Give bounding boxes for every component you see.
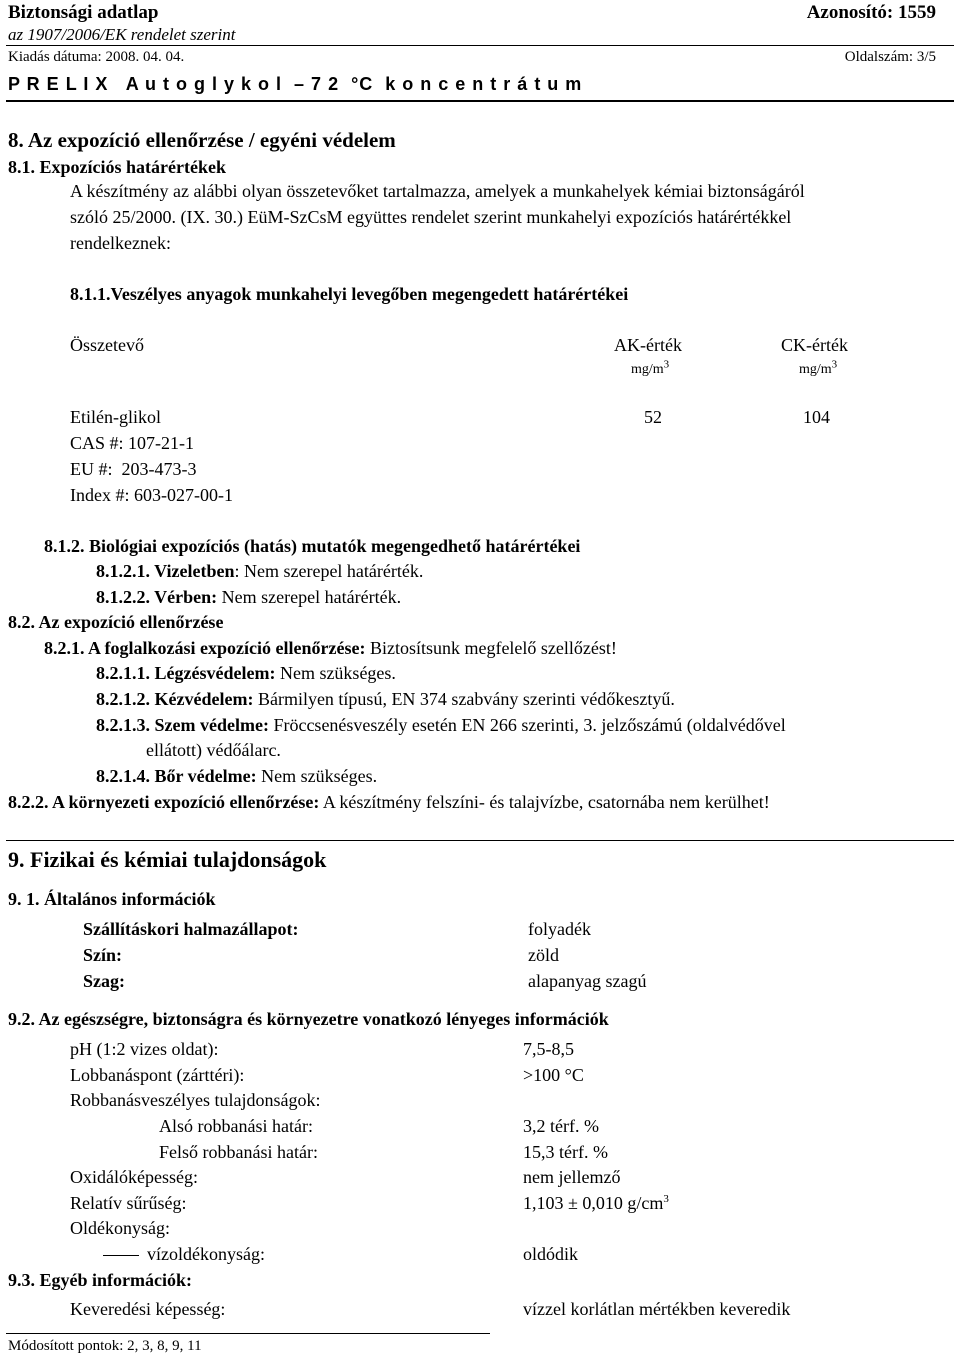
product-name: P R E L I X A u t o g l y k o l – 7 2 °C k o n c e n t r á t u m [8,74,583,94]
solubility-label: Oldékonyság: [70,1218,170,1238]
dash-bullet [103,1255,139,1256]
oxidizing-value: nem jellemző [523,1167,621,1187]
section-8-1-title: 8.1. Expozíciós határértékek [8,157,226,177]
general-value-odor: alapanyag szagú [528,971,647,991]
lower-explosive-limit-value: 3,2 térf. % [523,1116,599,1136]
upper-explosive-limit-value: 15,3 térf. % [523,1142,608,1162]
modified-sections: Módosított pontok: 2, 3, 8, 9, 11 [8,1338,202,1354]
issue-date: Kiadás dátuma: 2008. 04. 04. [8,49,185,65]
general-label-color: Szín: [83,945,123,965]
regulation-reference: az 1907/2006/EK rendelet szerint [8,25,236,44]
general-label-odor: Szag: [83,971,125,991]
table-header-ck: CK-érték [781,335,848,355]
section-8-2-1: 8.2.1. A foglalkozási expozíció ellenőrzése: Biztosítsunk megfelelő szellőzést! [44,638,617,658]
ph-label: pH (1:2 vizes oldat): [70,1039,219,1059]
section-9-3-title: 9.3. Egyéb információk: [8,1270,192,1290]
footer-divider [6,1333,490,1334]
page-number: Oldalszám: 3/5 [844,49,936,65]
substance-index: Index #: 603-027-00-1 [70,485,233,505]
section-8-1-2-title: 8.1.2. Biológiai expozíciós (hatás) mutatók megengedhető határértékei [44,536,581,556]
section-8-1-text-line-2: szóló 25/2000. (IX. 30.) EüM-SzCsM együttes rendelet szerint munkahelyi expozíciós határértékkel [70,207,792,227]
relative-density-value: 1,103 ± 0,010 $g/cm^3$ [523,1193,669,1213]
flash-point-label: Lobbanáspont (zárttéri): [70,1065,245,1085]
header-divider [6,45,954,46]
water-solubility-label: vízoldékonyság: [103,1244,265,1265]
section-8-1-2-2: 8.1.2.2. Vérben: Nem szerepel határérték. [96,587,402,607]
section-9-2-title: 9.2. Az egészségre, biztonságra és környezetre vonatkozó lényeges információk [8,1009,609,1029]
miscibility-label: Keveredési képesség: [70,1299,226,1319]
substance-ak-value: 52 [644,407,662,427]
section-8-2-2: 8.2.2. A környezeti expozíció ellenőrzése: A készítmény felszíni- és talajvízbe, csatornába nem kerülhet! [8,792,770,812]
section-8-2-1-1: 8.2.1.1. Légzésvédelem: Nem szükséges. [96,663,396,683]
doc-identifier: Azonosító: 1559 [806,2,936,23]
miscibility-value: vízzel korlátlan mértékben keveredik [523,1299,791,1319]
section-8-2-title: 8.2. Az expozíció ellenőrzése [8,612,224,632]
doc-title: Biztonsági adatlap [8,2,159,23]
section-9-divider [6,840,954,841]
section-9-1-title: 9. 1. Általános információk [8,889,216,909]
table-unit-ck: $mg/m^3$ [799,358,838,377]
lower-explosive-limit-label: Alsó robbanási határ: [159,1116,313,1136]
table-unit-ak: $mg/m^3$ [631,358,670,377]
substance-eu: EU #: 203-473-3 [70,459,197,479]
relative-density-label: Relatív sűrűség: [70,1193,187,1213]
section-8-2-1-3: 8.2.1.3. Szem védelme: Fröccsenésveszély esetén EN 266 szerinti, 3. jelzőszámú (oldalvédővel [96,715,786,735]
section-8-2-1-4: 8.2.1.4. Bőr védelme: Nem szükséges. [96,766,378,786]
ph-value: 7,5-8,5 [523,1039,574,1059]
section-8-1-1-title: 8.1.1.Veszélyes anyagok munkahelyi levegőben megengedett határértékei [70,284,629,304]
section-8-2-1-2: 8.2.1.2. Kézvédelem: Bármilyen típusú, EN 374 szabvány szerinti védőkesztyű. [96,689,675,709]
section-8-title: 8. Az expozíció ellenőrzése / egyéni védelem [8,128,396,152]
explosive-properties-label: Robbanásveszélyes tulajdonságok: [70,1090,321,1110]
flash-point-value: >100 °C [523,1065,584,1085]
substance-name: Etilén-glikol [70,407,161,427]
table-header-ak: AK-érték [614,335,682,355]
section-8-1-2-1: 8.1.2.1. Vizeletben: Nem szerepel határérték. [96,561,424,581]
upper-explosive-limit-label: Felső robbanási határ: [159,1142,318,1162]
section-8-1-text-line-1: A készítmény az alábbi olyan összetevőket tartalmazza, amelyek a munkahelyek kémiai biztonságáról [70,181,805,201]
general-value-state: folyadék [528,919,591,939]
table-header-component: Összetevő [70,335,144,355]
substance-ck-value: 104 [803,407,830,427]
product-divider [6,100,954,102]
substance-cas: CAS #: 107-21-1 [70,433,195,453]
general-label-state: Szállításkori halmazállapot: [83,919,299,939]
water-solubility-value: oldódik [523,1244,579,1264]
section-8-2-1-3-continued: ellátott) védőálarc. [146,740,281,760]
general-value-color: zöld [528,945,559,965]
section-9-title: 9. Fizikai és kémiai tulajdonságok [8,847,327,872]
section-8-1-text-line-3: rendelkeznek: [70,233,171,253]
oxidizing-label: Oxidálóképesség: [70,1167,198,1187]
